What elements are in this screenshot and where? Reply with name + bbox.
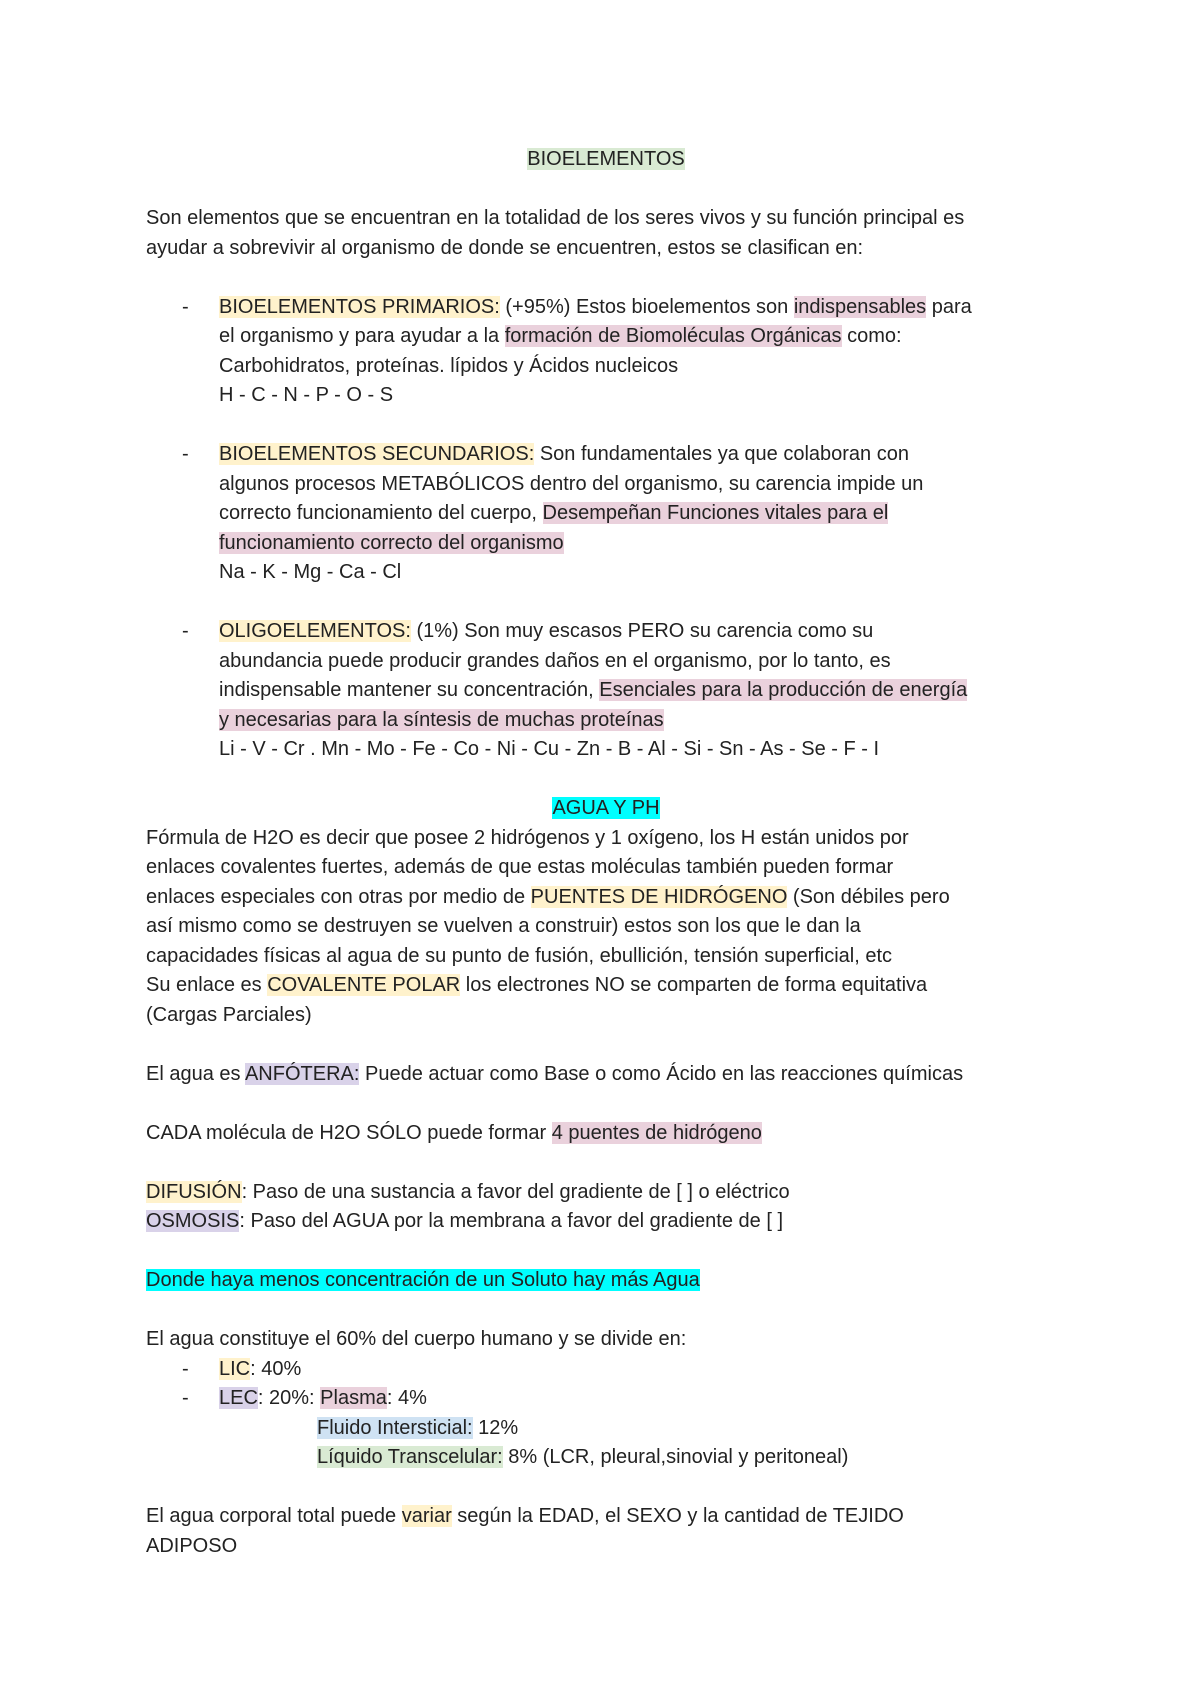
document-body: BIOELEMENTOS Son elementos que se encuentran en la totalidad de los seres vivos y su función principal es ayudar a sobrevivir al organismo de donde se encuentren, estos se clasifican en: - BIOELEMENTOS PRIMARIOS: (+95%) Estos bioelementos son indispensables para el organismo y para ayudar a la formación de Biomoléculas Orgánicas como: Carbohidratos, proteínas. lípidos y Ácidos nucleicos H - C - N - P - O - S - BIOELEMENTOS SECUNDARIOS: Son fundamentales ya que colaboran con algunos procesos METABÓLICOS dentro del organismo, su carencia impide un correcto funcionamiento del cuerpo, Desempeñan Funciones vitales para el funcionamiento correcto del organismo Na - K - Mg - Ca - Cl - OLIGOELEMENTOS: (1%) Son muy escasos PERO su carencia como su abundancia puede producir grandes daños en el organismo, por lo tanto, es indispensable mantener su concentración, Esenciales para la producción de energía y necesarias para la síntesis de muchas proteínas Li - V - Cr . Mn - Mo - Fe - Co - Ni - Cu - Zn - B - Al - Si - Sn - As - Se - F - I AGUA Y PH Fórmula de H2O es decir que posee 2 hidrógenos y 1 oxígeno, los H están unidos por enlaces covalentes fuertes, además de que estas moléculas también pueden formar enlaces especiales con otras por medio de PUENTES DE HIDRÓGENO (Son débiles pero así mismo como se destruyen se vuelven a construir) estos son los que le dan la capacidades físicas al agua de su punto de fusión, ebullición, tensión superficial, etc Su enlace es COVALENTE POLAR los electrones NO se comparten de forma equitativa (Cargas Parciales) El agua es ANFÓTERA: Puede actuar como Base o como Ácido en las reacciones químicas CADA molécula de H2O SÓLO puede formar 4 puentes de hidrógeno DIFUSIÓN: Paso de una sustancia a favor del gradiente de [ ] o eléctrico OSMOSIS: Paso del AGUA por la membrana a favor del gradiente de [ ] Donde haya menos concentración de un Soluto hay más Agua El agua constituye el 60% del cuerpo humano y se divide en: - LIC: 40% - LEC: 20%: Plasma: 4% Fluido Intersticial: 12% Líquido Transcelular: 8% (LCR, pleural,sinovial y peritoneal) El agua corporal total puede variar según la EDAD, el SEXO y la cantidad de TEJIDO ADIPOSO [146,145,1066,1561]
highlight-osmosis: OSMOSIS [146,1210,240,1232]
label-oligoelementos: OLIGOELEMENTOS: [219,620,411,642]
highlight-covalente-polar: COVALENTE POLAR [267,974,461,996]
highlight-lic: LIC [219,1357,251,1380]
label-primarios: BIOELEMENTOS PRIMARIOS: [219,295,500,318]
list-item-lic: - LIC: 40% [146,1355,1066,1385]
list-item-primarios: - BIOELEMENTOS PRIMARIOS: (+95%) Estos bioelementos son indispensables para el organismo y para ayudar a la formación de Biomoléculas Orgánicas como: Carbohidratos, proteínas. lípidos y Ácidos nucleicos H - C - N - P - O - S [146,293,1066,411]
final-line-2: ADIPOSO [146,1534,238,1557]
anfotera-line: El agua es ANFÓTERA: Puede actuar como Base o como Ácido en las reacciones químicas [146,1062,964,1085]
fluido-line: Fluido Intersticial: 12% [317,1416,519,1439]
page-title: BIOELEMENTOS [527,148,685,170]
highlight-fluido: Fluido Intersticial: [317,1416,473,1439]
bullet-dash: - [182,295,189,318]
highlight-sintesis: y necesarias para la síntesis de muchas proteínas [219,708,664,731]
cada-molecula-line: CADA molécula de H2O SÓLO puede formar 4 puentes de hidrógeno [146,1121,762,1144]
bullet-dash: - [182,1387,189,1409]
elements-primarios: H - C - N - P - O - S [219,384,394,406]
heading-bioelementos [146,145,1066,175]
highlight-puentes: PUENTES DE HIDRÓGENO [530,885,788,908]
list-item-secundarios: - BIOELEMENTOS SECUNDARIOS: Son fundamentales ya que colaboran con algunos procesos METABÓLICOS dentro del organismo, su carencia impide un correcto funcionamiento del cuerpo, Desempeñan Funciones vitales para el funcionamiento correcto del organismo Na - K - Mg - Ca - Cl [146,440,1066,588]
highlight-plasma: Plasma [320,1387,387,1409]
difusion-line: DIFUSIÓN: Paso de una sustancia a favor del gradiente de [ ] o eléctrico [146,1180,790,1203]
highlight-esenciales: Esenciales para la producción de energía [599,679,968,701]
highlight-difusion: DIFUSIÓN [146,1180,242,1203]
highlight-lec: LEC [219,1387,258,1409]
final-line-1: El agua corporal total puede variar según la EDAD, el SEXO y la cantidad de TEJIDO [146,1505,904,1527]
highlight-4-puentes: 4 puentes de hidrógeno [551,1121,762,1144]
donde-line [146,1266,1066,1296]
highlight-indispensables: indispensables [793,295,927,318]
liquido-line: Líquido Transcelular: 8% (LCR, pleural,sinovial y peritoneal) [317,1446,849,1468]
elements-secundarios: Na - K - Mg - Ca - Cl [219,561,402,583]
highlight-anfotera: ANFÓTERA: [244,1062,360,1085]
list-item-oligoelementos: - OLIGOELEMENTOS: (1%) Son muy escasos PERO su carencia como su abundancia puede producir grandes daños en el organismo, por lo tanto, es indispensable mantener su concentración, Esenciales para la producción de energía y necesarias para la síntesis de muchas proteínas Li - V - Cr . Mn - Mo - Fe - Co - Ni - Cu - Zn - B - Al - Si - Sn - As - Se - F - I [146,617,1066,765]
highlight-liquido: Líquido Transcelular: [317,1446,503,1468]
list-item-lec: - LEC: 20%: Plasma: 4% [146,1384,1066,1414]
highlight-donde: Donde haya menos concentración de un Soluto hay más Agua [146,1269,700,1291]
osmosis-line: OSMOSIS: Paso del AGUA por la membrana a favor del gradiente de [ ] [146,1210,784,1232]
highlight-funciones-vitales: Desempeñan Funciones vitales para el [542,502,889,524]
bullet-dash: - [182,443,189,465]
elements-oligoelementos: Li - V - Cr . Mn - Mo - Fe - Co - Ni - Cu - Zn - B - Al - Si - Sn - As - Se - F - I [219,738,880,760]
intro-line-2: ayudar a sobrevivir al organismo de donde se encuentren, estos se clasifican en: [146,236,864,259]
highlight-biomoleculas: formación de Biomoléculas Orgánicas [504,325,842,347]
highlight-funcionamiento: funcionamiento correcto del organismo [219,531,564,554]
label-secundarios: BIOELEMENTOS SECUNDARIOS: [219,443,535,465]
bullet-dash: - [182,620,189,642]
intro-line-1: Son elementos que se encuentran en la totalidad de los seres vivos y su función principal es [146,207,965,229]
highlight-variar: variar [401,1505,452,1527]
section-title: AGUA Y PH [552,797,660,819]
heading-agua-ph [146,794,1066,824]
bullet-dash: - [182,1357,189,1380]
